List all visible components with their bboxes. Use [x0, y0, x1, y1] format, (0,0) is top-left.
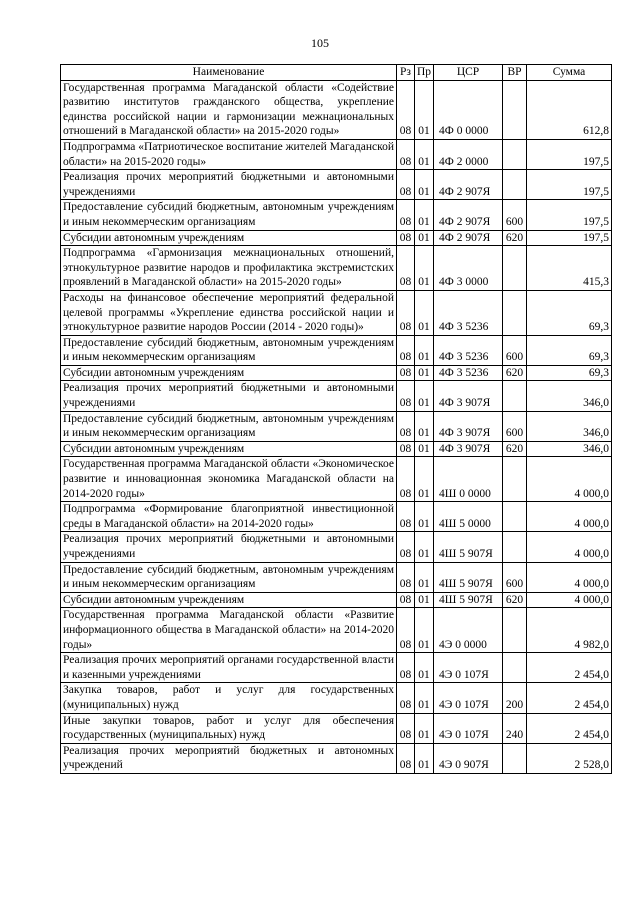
cell-sum: 197,5	[527, 200, 612, 230]
cell-rz: 08	[397, 335, 415, 365]
cell-vr: 620	[503, 230, 527, 246]
cell-vr: 620	[503, 592, 527, 608]
cell-vr: 200	[503, 683, 527, 713]
cell-vr	[503, 246, 527, 291]
table-row	[61, 653, 612, 683]
cell-vr	[503, 653, 527, 683]
cell-csr: 4Ф 2 907Я	[434, 200, 503, 230]
cell-pr: 01	[415, 713, 434, 743]
cell-name: Субсидии автономным учреждениям	[61, 592, 397, 608]
cell-pr: 01	[415, 230, 434, 246]
cell-pr: 01	[415, 290, 434, 335]
cell-sum: 2 454,0	[527, 683, 612, 713]
header-sum: Сумма	[527, 65, 612, 81]
cell-rz: 08	[397, 365, 415, 381]
header-pr: Пр	[415, 65, 434, 81]
cell-pr: 01	[415, 441, 434, 457]
cell-csr: 4Ш 5 907Я	[434, 532, 503, 562]
table-row	[61, 139, 612, 169]
cell-sum: 197,5	[527, 230, 612, 246]
cell-sum: 2 528,0	[527, 743, 612, 773]
cell-pr: 01	[415, 562, 434, 592]
cell-name: Предоставление субсидий бюджетным, автономным учреждениям и иным некоммерческим организациям	[61, 562, 397, 592]
cell-name: Государственная программа Магаданской области «Содействие развитию институтов гражданского общества, укрепление единства российской нации и гармонизации межнациональных отношений в Магаданской области» на 2015-2020 годы»	[61, 80, 397, 139]
table-row	[61, 683, 612, 713]
cell-sum: 4 000,0	[527, 562, 612, 592]
table-row	[61, 246, 612, 291]
cell-sum: 2 454,0	[527, 713, 612, 743]
cell-vr: 620	[503, 365, 527, 381]
cell-pr: 01	[415, 653, 434, 683]
cell-pr: 01	[415, 170, 434, 200]
cell-rz: 08	[397, 290, 415, 335]
cell-sum: 4 000,0	[527, 592, 612, 608]
cell-csr: 4Ф 2 0000	[434, 139, 503, 169]
cell-sum: 346,0	[527, 381, 612, 411]
cell-rz: 08	[397, 562, 415, 592]
cell-csr: 4Ф 3 5236	[434, 335, 503, 365]
cell-pr: 01	[415, 502, 434, 532]
cell-rz: 08	[397, 592, 415, 608]
cell-pr: 01	[415, 381, 434, 411]
cell-sum: 69,3	[527, 290, 612, 335]
cell-name: Реализация прочих мероприятий бюджетными и автономными учреждениями	[61, 170, 397, 200]
cell-csr: 4Ф 3 5236	[434, 365, 503, 381]
cell-csr: 4Э 0 107Я	[434, 683, 503, 713]
cell-sum: 346,0	[527, 441, 612, 457]
cell-csr: 4Э 0 107Я	[434, 713, 503, 743]
cell-name: Закупка товаров, работ и услуг для государственных (муниципальных) нужд	[61, 683, 397, 713]
table-row	[61, 592, 612, 608]
cell-vr: 600	[503, 562, 527, 592]
cell-csr: 4Ф 0 0000	[434, 80, 503, 139]
cell-csr: 4Э 0 0000	[434, 608, 503, 653]
cell-sum: 197,5	[527, 139, 612, 169]
table-row	[61, 335, 612, 365]
cell-rz: 08	[397, 200, 415, 230]
cell-name: Реализация прочих мероприятий органами государственной власти и казенными учреждениями	[61, 653, 397, 683]
header-csr: ЦСР	[434, 65, 503, 81]
cell-vr	[503, 170, 527, 200]
table-row	[61, 502, 612, 532]
cell-vr	[503, 139, 527, 169]
cell-pr: 01	[415, 335, 434, 365]
cell-name: Субсидии автономным учреждениям	[61, 230, 397, 246]
cell-pr: 01	[415, 200, 434, 230]
cell-name: Государственная программа Магаданской области «Экономическое развитие и инновационная экономика Магаданской области на 2014-2020 годы»	[61, 457, 397, 502]
cell-rz: 08	[397, 532, 415, 562]
table-row	[61, 170, 612, 200]
cell-rz: 08	[397, 381, 415, 411]
cell-rz: 08	[397, 608, 415, 653]
cell-csr: 4Ф 3 907Я	[434, 441, 503, 457]
cell-vr	[503, 502, 527, 532]
cell-pr: 01	[415, 411, 434, 441]
cell-csr: 4Ф 2 907Я	[434, 170, 503, 200]
cell-pr: 01	[415, 608, 434, 653]
cell-vr	[503, 381, 527, 411]
cell-pr: 01	[415, 683, 434, 713]
cell-sum: 612,8	[527, 80, 612, 139]
cell-name: Предоставление субсидий бюджетным, автономным учреждениям и иным некоммерческим организациям	[61, 200, 397, 230]
cell-name: Субсидии автономным учреждениям	[61, 441, 397, 457]
cell-name: Реализация прочих мероприятий бюджетных и автономных учреждений	[61, 743, 397, 773]
cell-name: Реализация прочих мероприятий бюджетными и автономными учреждениями	[61, 381, 397, 411]
cell-pr: 01	[415, 365, 434, 381]
cell-csr: 4Ш 0 0000	[434, 457, 503, 502]
table-row	[61, 608, 612, 653]
table-row	[61, 562, 612, 592]
cell-csr: 4Ш 5 0000	[434, 502, 503, 532]
table-row	[61, 230, 612, 246]
budget-table	[60, 64, 612, 774]
cell-rz: 08	[397, 170, 415, 200]
cell-name: Государственная программа Магаданской области «Развитие информационного общества в Магаданской области» на 2014-2020 годы»	[61, 608, 397, 653]
cell-rz: 08	[397, 246, 415, 291]
table-row	[61, 713, 612, 743]
cell-name: Предоставление субсидий бюджетным, автономным учреждениям и иным некоммерческим организациям	[61, 411, 397, 441]
table-row	[61, 457, 612, 502]
cell-rz: 08	[397, 80, 415, 139]
cell-pr: 01	[415, 592, 434, 608]
table-row	[61, 290, 612, 335]
cell-name: Иные закупки товаров, работ и услуг для обеспечения государственных (муниципальных) нужд	[61, 713, 397, 743]
cell-rz: 08	[397, 713, 415, 743]
header-rz: Рз	[397, 65, 415, 81]
cell-name: Подпрограмма «Формирование благоприятной инвестиционной среды в Магаданской области» на 2014-2020 годы»	[61, 502, 397, 532]
cell-vr: 620	[503, 441, 527, 457]
cell-sum: 415,3	[527, 246, 612, 291]
cell-csr: 4Ш 5 907Я	[434, 592, 503, 608]
table-row	[61, 80, 612, 139]
cell-name: Подпрограмма «Гармонизация межнациональных отношений, этнокультурное развитие народов и профилактика экстремистских проявлений в Магаданской области» на 2015-2020 годы»	[61, 246, 397, 291]
cell-sum: 2 454,0	[527, 653, 612, 683]
table-row	[61, 381, 612, 411]
cell-pr: 01	[415, 532, 434, 562]
cell-rz: 08	[397, 411, 415, 441]
cell-sum: 69,3	[527, 365, 612, 381]
cell-csr: 4Ф 3 5236	[434, 290, 503, 335]
table-row	[61, 411, 612, 441]
cell-csr: 4Ф 3 0000	[434, 246, 503, 291]
cell-rz: 08	[397, 457, 415, 502]
cell-vr: 600	[503, 335, 527, 365]
cell-vr: 600	[503, 411, 527, 441]
table-row	[61, 532, 612, 562]
header-row	[61, 65, 612, 81]
table-row	[61, 441, 612, 457]
cell-csr: 4Э 0 107Я	[434, 653, 503, 683]
header-name: Наименование	[61, 65, 397, 81]
cell-sum: 69,3	[527, 335, 612, 365]
cell-vr	[503, 290, 527, 335]
table-row	[61, 743, 612, 773]
cell-name: Подпрограмма «Патриотическое воспитание жителей Магаданской области» на 2015-2020 годы»	[61, 139, 397, 169]
cell-sum: 4 000,0	[527, 457, 612, 502]
cell-pr: 01	[415, 139, 434, 169]
cell-sum: 346,0	[527, 411, 612, 441]
cell-vr	[503, 532, 527, 562]
cell-name: Реализация прочих мероприятий бюджетными и автономными учреждениями	[61, 532, 397, 562]
cell-sum: 4 982,0	[527, 608, 612, 653]
cell-rz: 08	[397, 743, 415, 773]
header-vr: ВР	[503, 65, 527, 81]
cell-vr	[503, 457, 527, 502]
cell-pr: 01	[415, 80, 434, 139]
cell-vr: 240	[503, 713, 527, 743]
cell-pr: 01	[415, 246, 434, 291]
cell-csr: 4Ш 5 907Я	[434, 562, 503, 592]
cell-sum: 197,5	[527, 170, 612, 200]
cell-sum: 4 000,0	[527, 532, 612, 562]
cell-csr: 4Ф 3 907Я	[434, 381, 503, 411]
cell-rz: 08	[397, 441, 415, 457]
cell-vr: 600	[503, 200, 527, 230]
page-number: 105	[311, 36, 329, 50]
cell-name: Предоставление субсидий бюджетным, автономным учреждениям и иным некоммерческим организациям	[61, 335, 397, 365]
cell-rz: 08	[397, 139, 415, 169]
cell-rz: 08	[397, 653, 415, 683]
cell-rz: 08	[397, 230, 415, 246]
cell-csr: 4Э 0 907Я	[434, 743, 503, 773]
cell-rz: 08	[397, 683, 415, 713]
cell-csr: 4Ф 2 907Я	[434, 230, 503, 246]
cell-sum: 4 000,0	[527, 502, 612, 532]
table-row	[61, 365, 612, 381]
cell-rz: 08	[397, 502, 415, 532]
cell-name: Субсидии автономным учреждениям	[61, 365, 397, 381]
cell-vr	[503, 743, 527, 773]
cell-vr	[503, 608, 527, 653]
cell-pr: 01	[415, 743, 434, 773]
cell-name: Расходы на финансовое обеспечение мероприятий федеральной целевой программы «Укрепление единства российской нации и этнокультурное развитие народов России (2014 - 2020 годы)»	[61, 290, 397, 335]
cell-pr: 01	[415, 457, 434, 502]
cell-csr: 4Ф 3 907Я	[434, 411, 503, 441]
cell-vr	[503, 80, 527, 139]
table-row	[61, 200, 612, 230]
